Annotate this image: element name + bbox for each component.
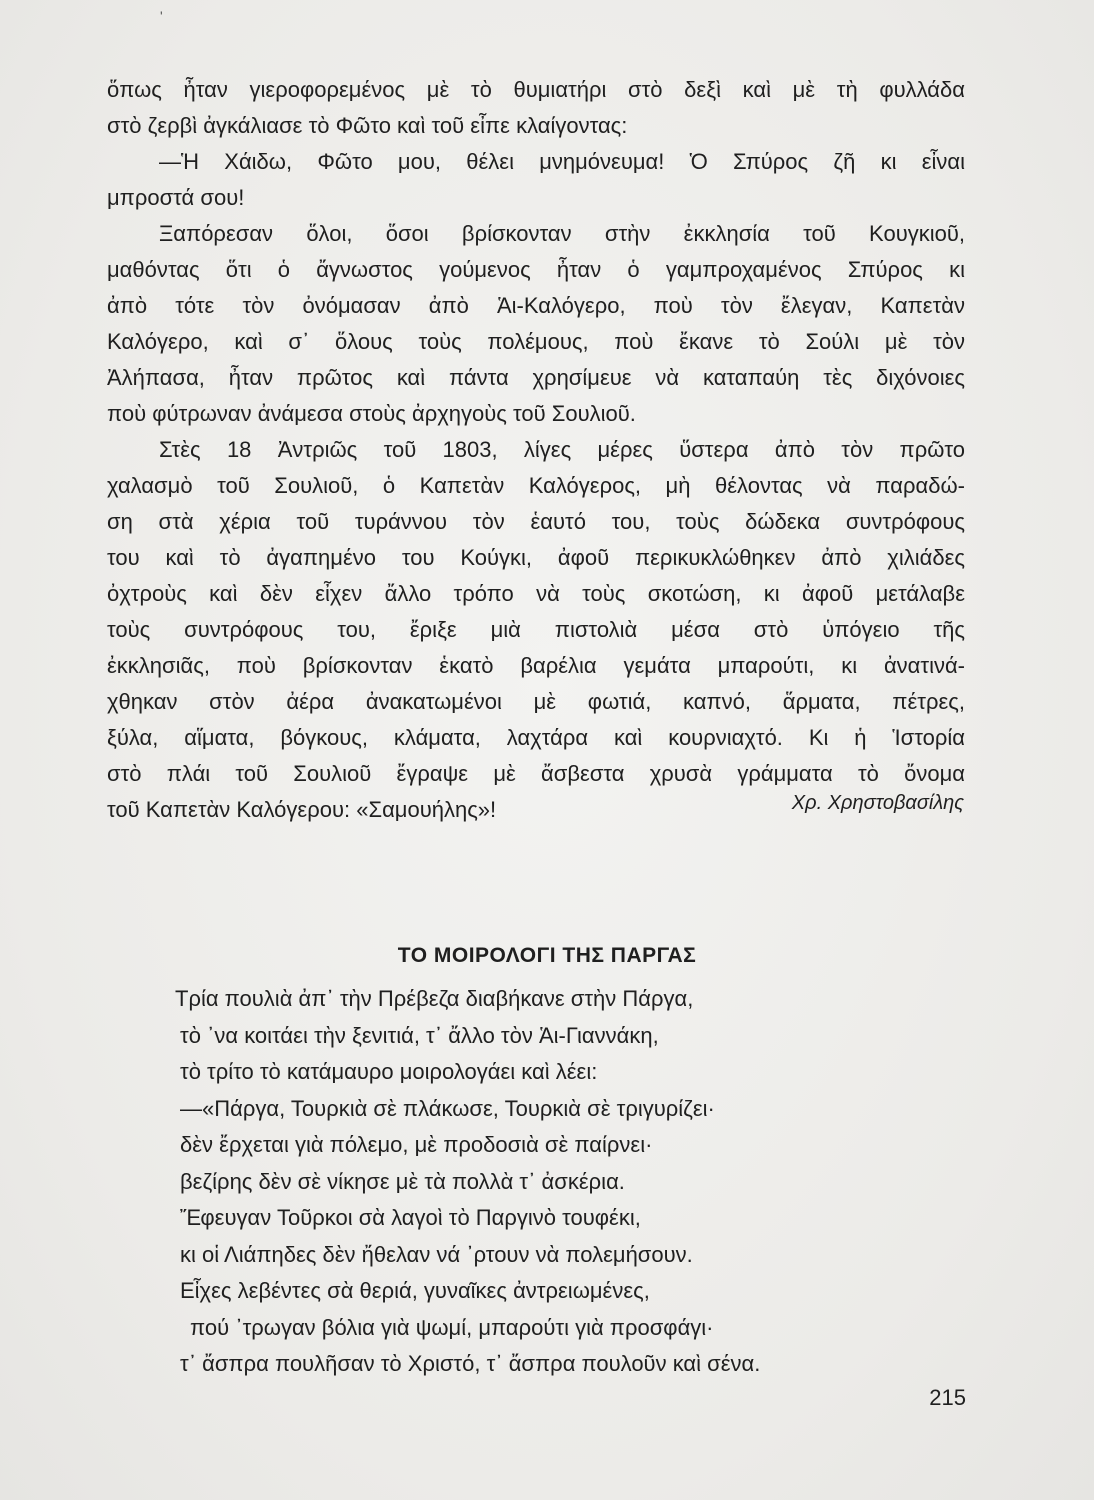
poem-line: τὸ ᾽να κοιτάει τὴν ξενιτιά, τ᾽ ἄλλο τὸν Ἁι-Γιαννάκη,: [180, 1022, 659, 1048]
poem-line: πού ᾽τρωγαν βόλια γιὰ ψωμί, μπαρούτι γιὰ προσφάγι·: [190, 1314, 714, 1340]
prose-line: του καὶ τὸ ἀγαπημένο του Κούγκι, ἀφοῦ περικυκλώθηκεν ἀπὸ χιλιάδες: [107, 545, 965, 570]
prose-line: χθηκαν στὸν ἀέρα ἀνακατωμένοι μὲ φωτιά, καπνό, ἅρματα, πέτρες,: [107, 689, 965, 714]
page-number: 215: [929, 1385, 966, 1410]
prose-line: Ἀλήπασα, ἦταν πρῶτος καὶ πάντα χρησίμευε νὰ καταπαύη τὲς διχόνοιες: [107, 365, 965, 390]
poem-line: Τρία πουλιὰ ἀπ᾽ τὴν Πρέβεζα διαβήκανε στὴν Πάργα,: [175, 986, 694, 1011]
poem-line: κι οἱ Λιάπηδες δὲν ἤθελαν νά ᾽ρτουν νὰ πολεμήσουν.: [180, 1241, 693, 1267]
poem-title: ΤΟ ΜΟΙΡΟΛΟΓΙ ΤΗΣ ΠΑΡΓΑΣ: [397, 944, 697, 967]
prose-line: ποὺ φύτρωναν ἀνάμεσα στοὺς ἀρχηγοὺς τοῦ Σουλιοῦ.: [107, 401, 636, 426]
poem-line: τ᾽ ἄσπρα πουλῆσαν τὸ Χριστό, τ᾽ ἄσπρα πουλοῦν καὶ σένα.: [180, 1351, 761, 1376]
prose-line: ὀχτροὺς καὶ δὲν εἶχεν ἄλλο τρόπο νὰ τοὺς σκοτώση, κι ἀφοῦ μετάλαβε: [107, 581, 965, 606]
poem-line: Ἔφευγαν Τοῦρκοι σὰ λαγοὶ τὸ Παργινὸ τουφέκι,: [180, 1205, 641, 1230]
poem-line: Εἶχες λεβέντες σὰ θεριά, γυναῖκες ἀντρειωμένες,: [180, 1278, 650, 1303]
poem-line: δὲν ἔρχεται γιὰ πόλεμο, μὲ προδοσιὰ σὲ παίρνει·: [180, 1132, 653, 1157]
prose-line: ξύλα, αἵματα, βόγκους, κλάματα, λαχτάρα καὶ κουρνιαχτό. Κι ἡ Ἱστορία: [107, 725, 965, 750]
poem-line: —«Πάργα, Τουρκιὰ σὲ πλάκωσε, Τουρκιὰ σὲ τριγυρίζει·: [180, 1095, 715, 1121]
prose-line: τοὺς συντρόφους του, ἔριξε μιὰ πιστολιὰ μέσα στὸ ὑπόγειο τῆς: [107, 617, 965, 642]
prose-line: στὸ πλάι τοῦ Σουλιοῦ ἔγραψε μὲ ἄσβεστα χρυσὰ γράμματα τὸ ὄνομα: [107, 761, 965, 786]
prose-line: Ξαπόρεσαν ὅλοι, ὅσοι βρίσκονταν στὴν ἐκκλησία τοῦ Κουγκιοῦ,: [159, 221, 965, 246]
page-top-mark: ': [160, 8, 163, 24]
prose-block: [107, 72, 965, 828]
prose-line: μαθόντας ὅτι ὁ ἄγνωστος γούμενος ἦταν ὁ γαμπροχαμένος Σπύρος κι: [107, 257, 965, 282]
prose-line: Καλόγερο, καὶ σ᾽ ὅλους τοὺς πολέμους, ποὺ ἔκανε τὸ Σούλι μὲ τὸν: [107, 329, 965, 354]
prose-line: —Ἡ Χάιδω, Φῶτο μου, θέλει μνημόνευμα! Ὁ Σπύρος ζῆ κι εἶναι: [159, 149, 965, 174]
prose-line: χαλασμὸ τοῦ Σουλιοῦ, ὁ Καπετὰν Καλόγερος, μὴ θέλοντας νὰ παραδώ-: [107, 473, 965, 498]
prose-line: Στὲς 18 Ἀντριῶς τοῦ 1803, λίγες μέρες ὕστερα ἀπὸ τὸν πρῶτο: [159, 437, 965, 462]
prose-line: μπροστά σου!: [107, 185, 245, 210]
prose-line: ἐκκλησιᾶς, ποὺ βρίσκονταν ἑκατὸ βαρέλια γεμάτα μπαρούτι, κι ἀνατινά-: [107, 653, 965, 678]
author-signature: Χρ. Χρηστοβασίλης: [791, 792, 964, 814]
prose-line: στὸ ζερβὶ ἀγκάλιασε τὸ Φῶτο καὶ τοῦ εἶπε κλαίγοντας:: [107, 113, 628, 138]
prose-line: ὅπως ἦταν γιεροφορεμένος μὲ τὸ θυμιατήρι στὸ δεξὶ καὶ μὲ τὴ φυλλάδα: [107, 77, 965, 102]
prose-line: τοῦ Καπετὰν Καλόγερου: «Σαμουήλης»!: [107, 797, 497, 822]
poem-block: [175, 981, 975, 1383]
prose-line: ἀπὸ τότε τὸν ὀνόμασαν ἀπὸ Ἁι-Καλόγερο, ποὺ τὸν ἔλεγαν, Καπετὰν: [107, 293, 965, 318]
prose-line: ση στὰ χέρια τοῦ τυράννου τὸν ἑαυτό του, τοὺς δώδεκα συντρόφους: [107, 509, 965, 534]
poem-line: βεζίρης δὲν σὲ νίκησε μὲ τὰ πολλὰ τ᾽ ἀσκέρια.: [180, 1168, 625, 1194]
poem-line: τὸ τρίτο τὸ κατάμαυρο μοιρολογάει καὶ λέει:: [180, 1059, 598, 1084]
